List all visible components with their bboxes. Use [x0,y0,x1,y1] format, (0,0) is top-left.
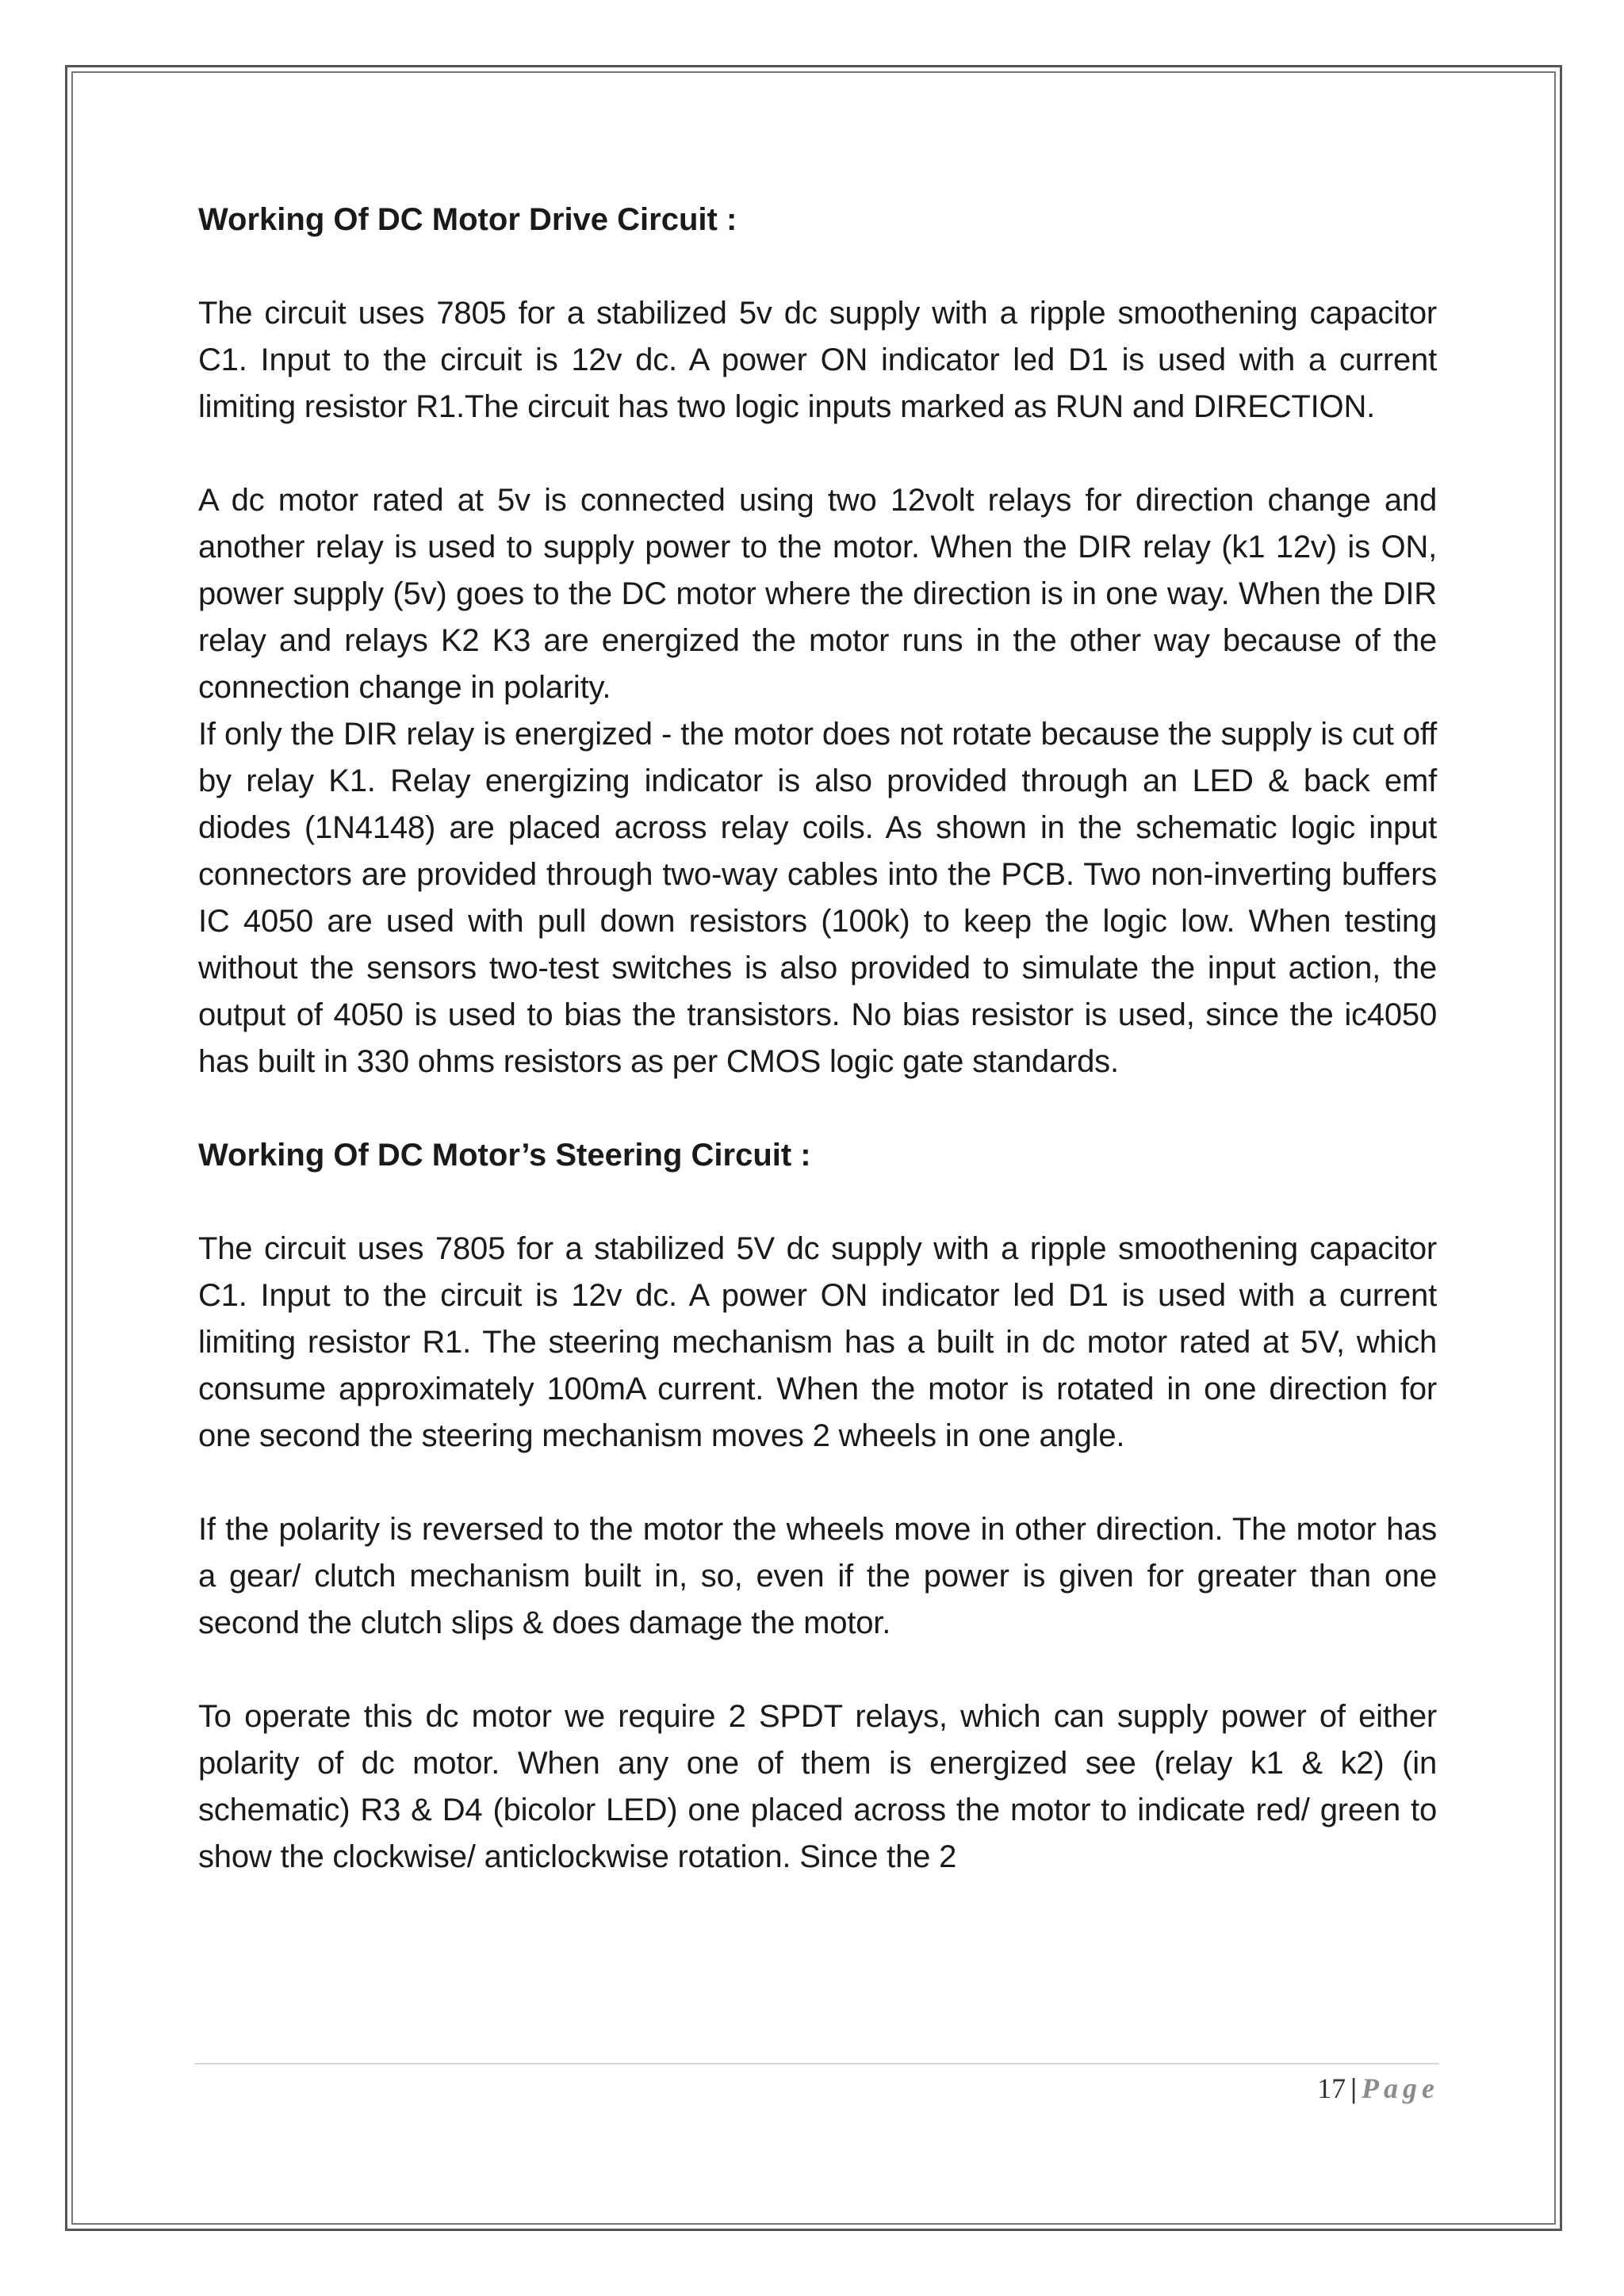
document-body [198,197,1437,1881]
paragraph-steering-intro: The circuit uses 7805 for a stabilized 5V dc supply with a ripple smoothening capacitor C1. Input to the circuit is 12v dc. A power ON indicator led D1 is used with a current limiting resistor R1. The steering mechanism has a built in dc motor rated at 5V, which consume approximately 100mA current. When the motor is rotated in one direction for one second the steering mechanism moves 2 wheels in one angle. [198,1231,1437,1453]
page-label: Page [1362,2072,1439,2104]
footer-divider [194,2063,1439,2064]
page-number: 17 [1317,2072,1346,2104]
section-heading-steering-circuit: Working Of DC Motor’s Steering Circuit : [198,1138,811,1173]
paragraph-steering-relays: To operate this dc motor we require 2 SPDT relays, which can supply power of either polarity of dc motor. When any one of them is energized see (relay k1 & k2) (in schematic) R3 & D4 (bicolor LED) one placed across the motor to indicate red/ green to show the clockwise/ anticlockwise rotation. Since the 2 [198,1699,1437,1874]
paragraph-drive-intro: The circuit uses 7805 for a stabilized 5v dc supply with a ripple smoothening capacitor C1. Input to the circuit is 12v dc. A power ON indicator led D1 is used with a current limiting resistor R1.The circuit has two logic inputs marked as RUN and DIRECTION. [198,296,1437,424]
footer-separator: | [1350,2072,1358,2104]
section-heading-drive-circuit: Working Of DC Motor Drive Circuit : [198,202,737,237]
paragraph-drive-logic: If only the DIR relay is energized - the motor does not rotate because the supply is cut off by relay K1. Relay energizing indicator is also provided through an LED & back emf diodes (1N4148) are placed across relay coils. As shown in the schematic logic input connectors are provided through two-way cables into the PCB. Two non-inverting buffers IC 4050 are used with pull down resistors (100k) to keep the logic low. When testing without the sensors two-test switches is also provided to simulate the input action, the output of 4050 is used to bias the transistors. No bias resistor is used, since the ic4050 has built in 330 ohms resistors as per CMOS logic gate standards. [198,717,1437,1079]
paragraph-steering-polarity: If the polarity is reversed to the motor the wheels move in other direction. The motor has a gear/ clutch mechanism built in, so, even if the power is given for greater than one second the clutch slips & does damage the motor. [198,1512,1437,1640]
page-footer [1317,2071,1439,2106]
paragraph-drive-relays: A dc motor rated at 5v is connected using two 12volt relays for direction change and another relay is used to supply power to the motor. When the DIR relay (k1 12v) is ON, power supply (5v) goes to the DC motor where the direction is in one way. When the DIR relay and relays K2 K3 are energized the motor runs in the other way because of the connection change in polarity. [198,483,1437,705]
